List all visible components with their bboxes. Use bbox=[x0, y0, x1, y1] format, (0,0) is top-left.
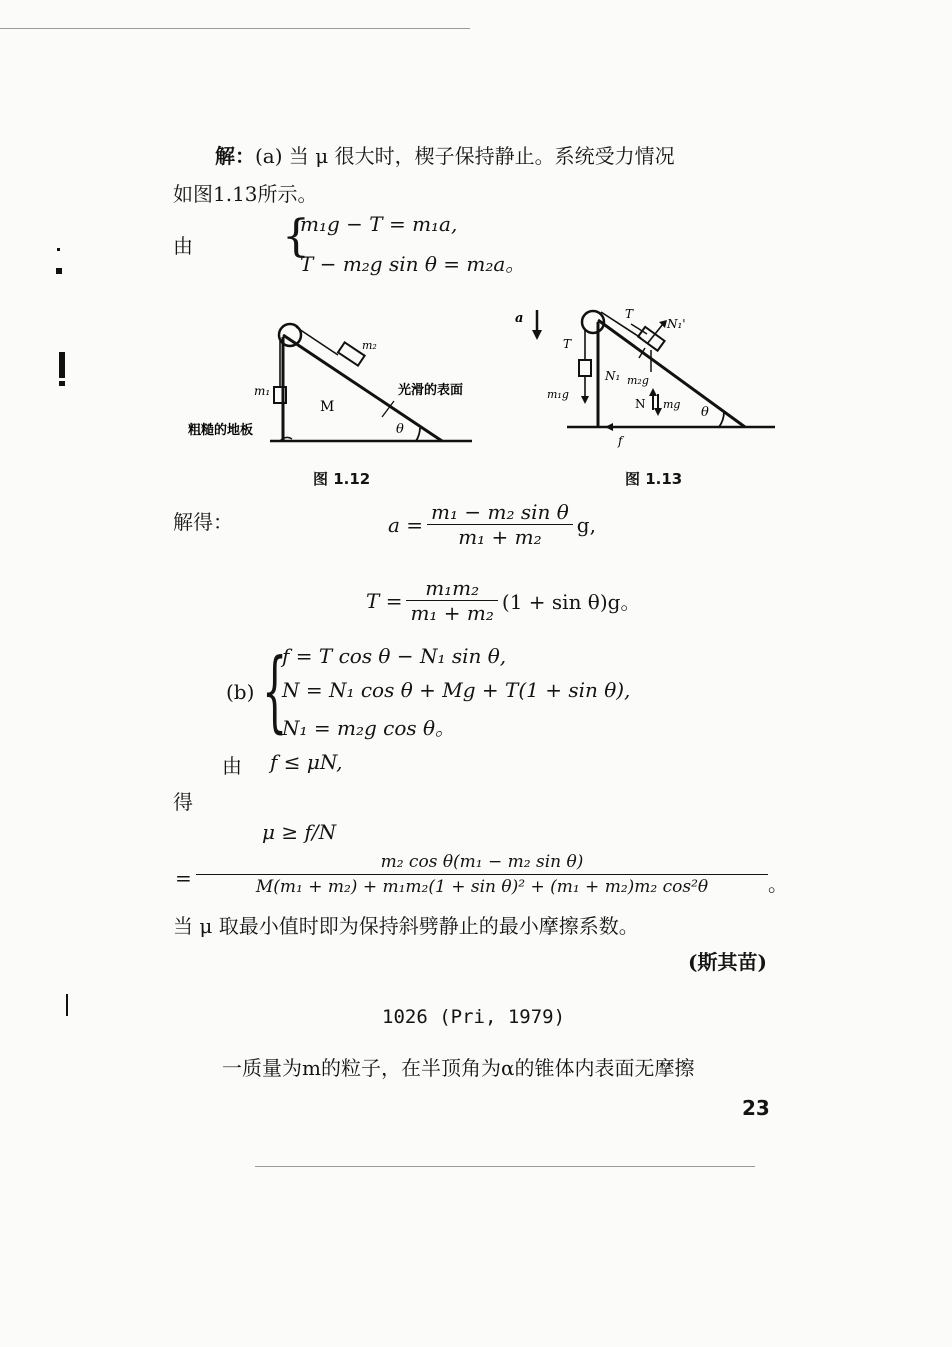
mu-inequality: μ ≥ f/N bbox=[262, 820, 337, 844]
scan-mark-1 bbox=[57, 248, 60, 251]
figure-1-12 bbox=[180, 315, 480, 450]
result-a-numerator: m₁ − m₂ sin θ bbox=[427, 500, 573, 525]
solution-lead: 解： bbox=[215, 144, 255, 168]
result-a-lhs: a = bbox=[388, 512, 424, 537]
result-a-fraction bbox=[427, 500, 573, 549]
final-eq-sign: = bbox=[175, 866, 192, 890]
fig12-label-rough: 粗糙的地板 bbox=[188, 423, 254, 438]
part-b-label: (b) bbox=[226, 680, 255, 704]
you-label-b: 由 bbox=[222, 754, 242, 778]
fig13-label-N: N bbox=[635, 397, 646, 411]
fig12-caption: 图 1.12 bbox=[313, 470, 371, 488]
conclusion-text: 当 μ 取最小值时即为保持斜劈静止的最小摩擦系数。 bbox=[173, 914, 639, 938]
final-fraction bbox=[196, 852, 768, 897]
result-T-lhs: T = bbox=[366, 588, 403, 613]
fig13-label-mg: mg bbox=[663, 398, 681, 411]
final-dot: 。 bbox=[768, 872, 788, 896]
fig13-label-theta: θ bbox=[701, 405, 709, 420]
bottom-rule bbox=[255, 1166, 755, 1167]
result-a-denominator: m₁ + m₂ bbox=[458, 525, 542, 549]
fig12-label-theta: θ bbox=[396, 422, 404, 437]
result-T bbox=[366, 576, 640, 625]
condition-f-mu-N: f ≤ μN, bbox=[270, 750, 343, 774]
fig12-label-M: M bbox=[320, 399, 335, 415]
fig13-label-T-left: T bbox=[563, 337, 572, 351]
solution-line-2: 如图1.13所示。 bbox=[173, 182, 318, 206]
final-numerator: m₂ cos θ(m₁ − m₂ sin θ) bbox=[196, 852, 768, 875]
result-a bbox=[388, 500, 596, 549]
scan-mark-5 bbox=[66, 994, 68, 1016]
page-number: 23 bbox=[742, 1096, 770, 1120]
de-label: 得 bbox=[173, 790, 193, 814]
eq-a-1: m₁g − T = m₁a, bbox=[300, 212, 458, 236]
result-T-fraction bbox=[406, 576, 497, 625]
fig13-label-f: f bbox=[618, 434, 623, 448]
jiede-label: 解得： bbox=[173, 510, 233, 534]
you-label-a: 由 bbox=[173, 234, 193, 258]
top-rule bbox=[0, 28, 470, 29]
next-problem-text: 一质量为m的粒子，在半顶角为α的锥体内表面无摩擦 bbox=[222, 1056, 695, 1080]
scan-mark-2 bbox=[56, 268, 62, 274]
result-T-rhs: (1 + sin θ)g。 bbox=[501, 590, 641, 614]
fig13-label-a: a bbox=[515, 311, 524, 326]
fig12-label-smooth: 光滑的表面 bbox=[398, 383, 464, 398]
fig13-caption: 图 1.13 bbox=[625, 470, 683, 488]
fig13-label-m2g: m₂g bbox=[627, 374, 649, 387]
scan-mark-4 bbox=[59, 381, 65, 386]
fig13-label-m1g: m₁g bbox=[547, 388, 569, 401]
eq-b-3: N₁ = m₂g cos θ。 bbox=[282, 716, 456, 740]
result-a-rhs: g, bbox=[576, 512, 596, 537]
next-problem-heading: 1026 (Pri, 1979) bbox=[382, 1006, 566, 1028]
eq-b-1: f = T cos θ − N₁ sin θ, bbox=[282, 644, 507, 668]
brace-a: { bbox=[282, 211, 310, 262]
author-credit: (斯其苗) bbox=[688, 950, 767, 974]
fig13-label-T-top: T bbox=[625, 307, 634, 321]
result-T-denominator: m₁ + m₂ bbox=[410, 601, 494, 625]
eq-b-2: N = N₁ cos θ + Mg + T(1 + sin θ), bbox=[282, 678, 631, 702]
final-denominator: M(m₁ + m₂) + m₁m₂(1 + sin θ)² + (m₁ + m₂)m₂ cos²θ bbox=[255, 877, 709, 897]
eq-a-2: T − m₂g sin θ = m₂a。 bbox=[300, 252, 526, 276]
fig12-label-m1: m₁ bbox=[254, 384, 271, 398]
brace-b: { bbox=[262, 639, 288, 742]
result-T-numerator: m₁m₂ bbox=[406, 576, 497, 601]
solution-line-1 bbox=[215, 140, 675, 169]
fig12-label-m2: m₂ bbox=[362, 339, 377, 352]
solution-part-a-text: (a) 当 μ 很大时，楔子保持静止。系统受力情况 bbox=[255, 144, 675, 168]
scan-mark-3 bbox=[59, 352, 65, 378]
figure-1-13 bbox=[505, 300, 780, 448]
fig13-label-N1: N₁ bbox=[605, 369, 621, 383]
fig13-label-N1-prime: N₁' bbox=[667, 317, 686, 331]
